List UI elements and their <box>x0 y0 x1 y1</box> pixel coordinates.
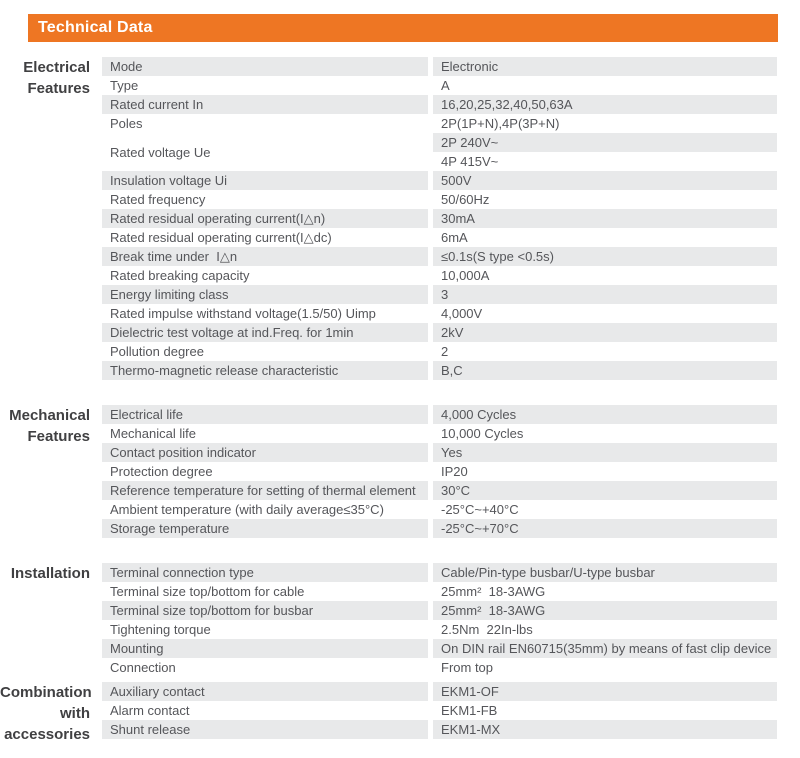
spec-value: On DIN rail EN60715(35mm) by means of fast clip device <box>433 639 777 658</box>
spec-value: IP20 <box>441 464 468 479</box>
spec-label: Reference temperature for setting of thermal element <box>102 481 428 500</box>
spec-label: Terminal size top/bottom for busbar <box>102 601 428 620</box>
spec-value: 16,20,25,32,40,50,63A <box>433 95 777 114</box>
section-title-line: with <box>60 705 90 722</box>
table-row <box>102 563 777 582</box>
table-row <box>102 171 777 190</box>
spec-value: Yes <box>433 443 777 462</box>
table-row <box>102 304 777 323</box>
spec-label: Rated breaking capacity <box>110 268 250 283</box>
spec-value: 2P(1P+N),4P(3P+N) <box>441 116 560 131</box>
spec-value: ≤0.1s(S type <0.5s) <box>433 247 777 266</box>
spec-label: Ambient temperature (with daily average≤35°C) <box>110 502 384 517</box>
table-row <box>102 247 777 266</box>
spec-label: Protection degree <box>110 464 213 479</box>
spec-label: Rated frequency <box>110 192 206 207</box>
section-title <box>0 57 90 99</box>
section-title-line: Electrical <box>23 59 90 76</box>
table-row <box>102 601 777 620</box>
table-row <box>102 682 777 701</box>
spec-label: Auxiliary contact <box>102 682 428 701</box>
table-row <box>102 500 777 519</box>
section-title-line: accessories <box>4 726 90 743</box>
spec-value: 3 <box>433 285 777 304</box>
spec-label: Electrical life <box>102 405 428 424</box>
spec-label: Contact position indicator <box>102 443 428 462</box>
page-title: Technical Data <box>38 19 153 36</box>
section-title <box>0 682 90 745</box>
spec-section <box>0 682 800 745</box>
table-row <box>102 481 777 500</box>
table-row <box>102 57 777 76</box>
spec-section <box>0 563 800 677</box>
table-row <box>102 133 777 171</box>
table-row <box>102 209 777 228</box>
spec-label: Terminal connection type <box>102 563 428 582</box>
table-row <box>102 443 777 462</box>
table-row <box>102 342 777 361</box>
spec-section <box>0 405 800 538</box>
table-row <box>102 639 777 658</box>
spec-label: Energy limiting class <box>102 285 428 304</box>
spec-value: 10,000 Cycles <box>441 426 524 441</box>
spec-label: Rated impulse withstand voltage(1.5/50) Uimp <box>110 306 376 321</box>
spec-label: Type <box>110 78 139 93</box>
spec-label: Connection <box>110 660 176 675</box>
spec-rows <box>102 57 777 380</box>
spec-value: 25mm² 18-3AWG <box>433 601 777 620</box>
table-row <box>102 519 777 538</box>
table-row <box>102 424 777 443</box>
spec-value: 2P 240V~ <box>433 133 777 152</box>
table-row <box>102 285 777 304</box>
table-row <box>102 701 777 720</box>
spec-value: A <box>441 78 450 93</box>
spec-value: Cable/Pin-type busbar/U-type busbar <box>433 563 777 582</box>
spec-label: Rated residual operating current(I△dc) <box>110 230 332 245</box>
table-row <box>102 266 777 285</box>
spec-value: 2kV <box>433 323 777 342</box>
spec-label: Insulation voltage Ui <box>102 171 428 190</box>
spec-value: -25°C~+40°C <box>441 502 519 517</box>
section-title <box>0 405 90 447</box>
spec-label: Poles <box>110 116 143 131</box>
spec-value: 4,000V <box>441 306 483 321</box>
spec-value: 6mA <box>441 230 468 245</box>
spec-label: Mounting <box>102 639 428 658</box>
section-title-line: Combination <box>0 684 92 701</box>
spec-label: Rated voltage Ue <box>102 133 428 171</box>
spec-label: Rated residual operating current(I△n) <box>102 209 428 228</box>
table-row <box>102 620 777 639</box>
spec-label: Alarm contact <box>110 703 190 718</box>
spec-value: 4,000 Cycles <box>433 405 777 424</box>
table-row <box>102 405 777 424</box>
table-row <box>102 658 777 677</box>
table-row <box>102 114 777 133</box>
spec-label: Thermo-magnetic release characteristic <box>102 361 428 380</box>
table-row <box>102 76 777 95</box>
spec-label: Pollution degree <box>110 344 204 359</box>
section-title <box>0 563 90 584</box>
spec-value: 500V <box>433 171 777 190</box>
section-title-line: Mechanical <box>9 407 90 424</box>
table-row <box>102 228 777 247</box>
table-row <box>102 323 777 342</box>
spec-value: 4P 415V~ <box>441 154 499 169</box>
spec-label: Shunt release <box>102 720 428 739</box>
spec-rows <box>102 405 777 538</box>
table-row <box>102 582 777 601</box>
spec-label: Rated current In <box>102 95 428 114</box>
spec-value: 10,000A <box>441 268 490 283</box>
section-title-line: Features <box>27 80 90 97</box>
technical-data-table <box>0 57 800 745</box>
spec-value: 50/60Hz <box>441 192 490 207</box>
spec-rows <box>102 682 777 739</box>
spec-value: EKM1-FB <box>441 703 498 718</box>
spec-value: EKM1-MX <box>433 720 777 739</box>
spec-label: Dielectric test voltage at ind.Freq. for 1min <box>102 323 428 342</box>
spec-value: B,C <box>433 361 777 380</box>
spec-value: 2 <box>441 344 449 359</box>
table-row <box>102 95 777 114</box>
spec-label: Tightening torque <box>110 622 211 637</box>
spec-label: Storage temperature <box>102 519 428 538</box>
table-row <box>102 361 777 380</box>
spec-label: Mechanical life <box>110 426 196 441</box>
spec-label: Terminal size top/bottom for cable <box>110 584 305 599</box>
spec-label: Mode <box>102 57 428 76</box>
spec-value: EKM1-OF <box>433 682 777 701</box>
table-row <box>102 462 777 481</box>
spec-value: From top <box>441 660 494 675</box>
spec-value: 2.5Nm 22In-lbs <box>441 622 533 637</box>
spec-rows <box>102 563 777 677</box>
spec-value: 30°C <box>433 481 777 500</box>
spec-section <box>0 57 800 380</box>
section-title-line: Features <box>27 428 90 445</box>
spec-value: 30mA <box>433 209 777 228</box>
spec-label: Break time under I△n <box>102 247 428 266</box>
spec-value-stack <box>433 133 777 171</box>
section-title-line: Installation <box>10 565 90 582</box>
table-row <box>102 720 777 739</box>
spec-value: -25°C~+70°C <box>433 519 777 538</box>
spec-value: Electronic <box>433 57 777 76</box>
technical-data-header <box>28 14 778 42</box>
spec-value: 25mm² 18-3AWG <box>441 584 546 599</box>
table-row <box>102 190 777 209</box>
